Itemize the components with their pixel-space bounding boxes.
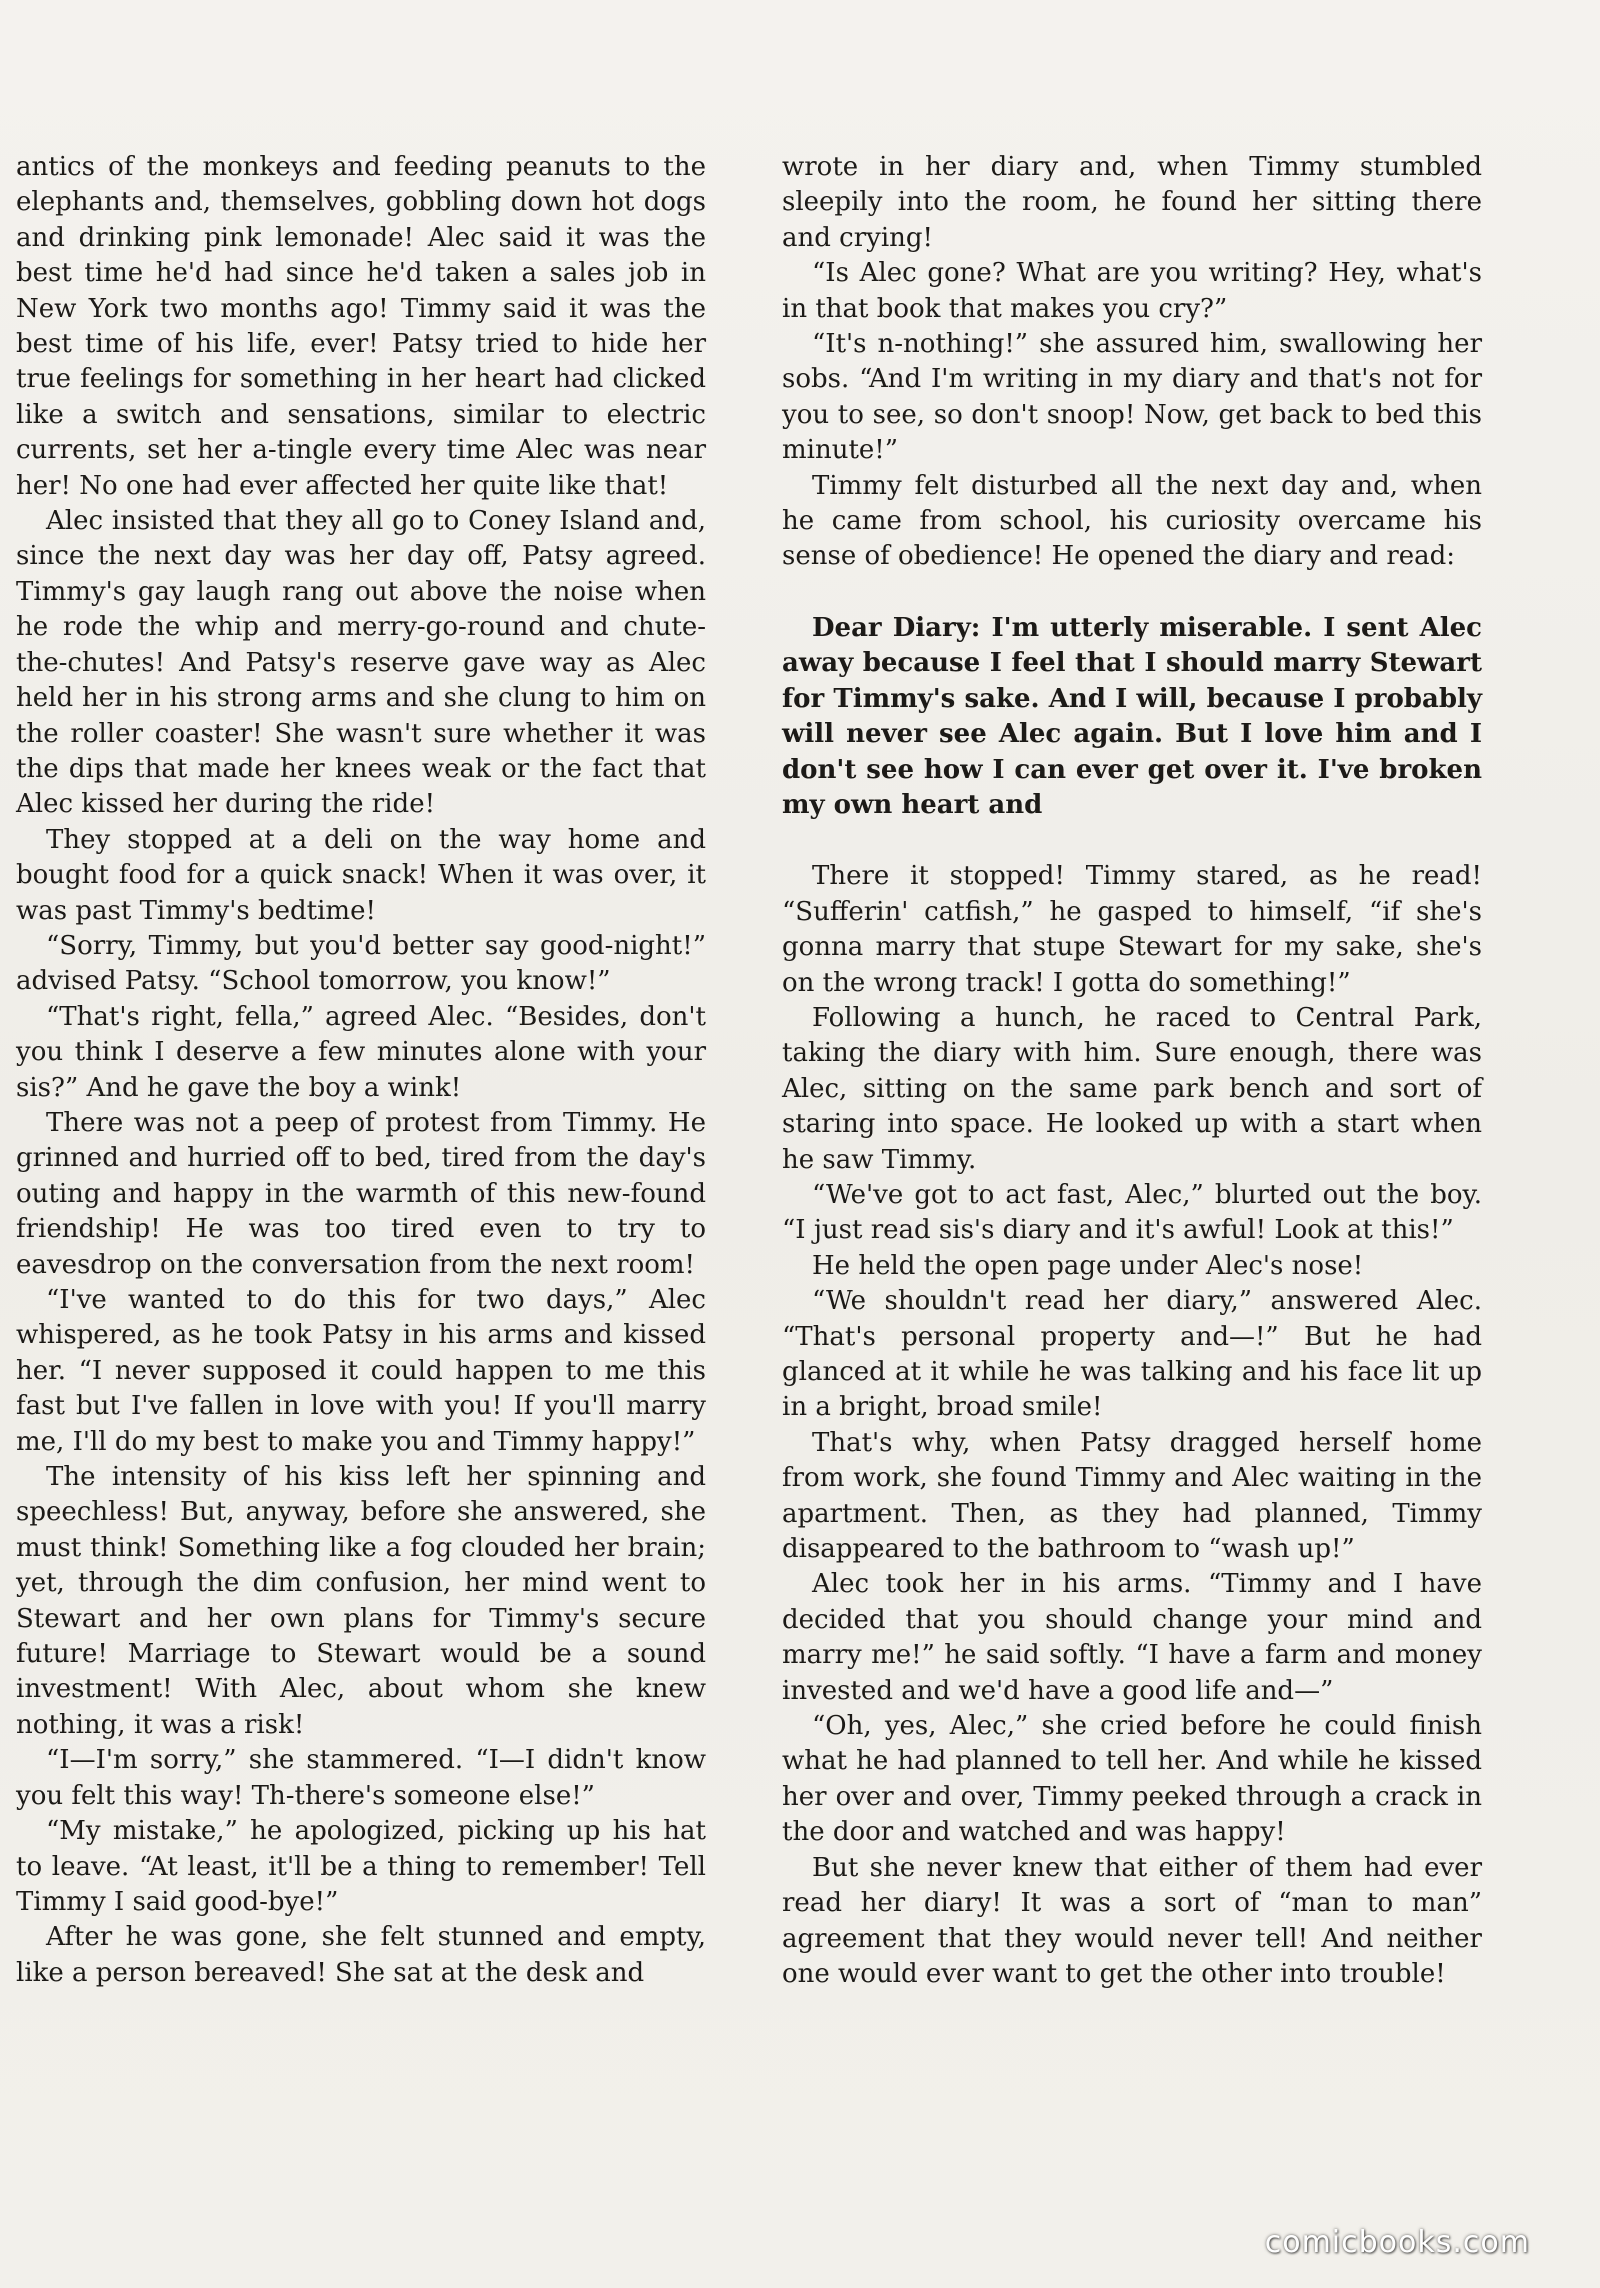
story-paragraph: He held the open page under Alec's nose! — [812, 1250, 1364, 1281]
story-paragraph: Timmy felt disturbed all the next day and, when he came from school, his curiosity overcame his sense of obedience! He opened the diary and read: — [782, 470, 1482, 572]
story-paragraph: They stopped at a deli on the way home and bought food for a quick snack! When it was over, it was past Timmy's bedtime! — [16, 824, 706, 926]
story-paragraph: antics of the monkeys and feeding peanuts to the elephants and, themselves, gobbling down hot dogs and drinking pink lemonade! Alec said it was the best time he'd had since he'd taken a sales job in New York two months ago! Timmy said it was the best time of his life, ever! Patsy tried to hide her true feelings for something in her heart had clicked like a switch and sensations, similar to electric currents, set her a-tingle every time Alec was near her! No one had ever affected her quite like that! — [16, 152, 706, 501]
story-paragraph: There was not a peep of protest from Timmy. He grinned and hurried off to bed, tired from the day's outing and happy in the warmth of this new-found friendship! He was too tired even to try to eavesdrop on the conversation from the next room! — [16, 1107, 706, 1280]
story-paragraph: “Oh, yes, Alec,” she cried before he could finish what he had planned to tell her. And while he kissed her over and over, Timmy peeked through a crack in the door and watched and was happy! — [782, 1711, 1482, 1848]
story-paragraph: After he was gone, she felt stunned and empty, like a person bereaved! She sat at the desk and — [16, 1922, 706, 1988]
story-paragraph: “It's n-nothing!” she assured him, swallowing her sobs. “And I'm writing in my diary and that's not for you to see, so don't snoop! Now, get back to bed this minute!” — [782, 329, 1482, 466]
story-paragraph: There it stopped! Timmy stared, as he read! “Sufferin' catfish,” he gasped to himself, “if she's gonna marry that stupe Stewart for my sake, she's on the wrong track! I gotta do something!” — [782, 861, 1482, 998]
story-paragraph: “We've got to act fast, Alec,” blurted out the boy. “I just read sis's diary and it's awful! Look at this!” — [782, 1179, 1482, 1246]
story-paragraph: wrote in her diary and, when Timmy stumbled sleepily into the room, he found her sitting there and crying! — [782, 152, 1482, 253]
story-paragraph: That's why, when Patsy dragged herself home from work, she found Timmy and Alec waiting in the apartment. Then, as they had planned, Timmy disappeared to the bathroom to “wash up!” — [782, 1427, 1482, 1565]
right-text-column — [782, 150, 1482, 1992]
site-watermark: comicbooks.com — [1264, 2225, 1530, 2260]
story-paragraph: “Sorry, Timmy, but you'd better say good-night!” advised Patsy. “School tomorrow, you know!” — [16, 930, 706, 997]
left-text-column — [16, 150, 706, 1991]
story-paragraph: “I've wanted to do this for two days,” Alec whispered, as he took Patsy in his arms and kissed her. “I never supposed it could happen to me this fast but I've fallen in love with you! If you'll marry me, I'll do my best to make you and Timmy happy!” — [16, 1285, 706, 1457]
story-paragraph: Following a hunch, he raced to Central Park, taking the diary with him. Sure enough, there was Alec, sitting on the same park bench and sort of staring into space. He looked up with a start when he saw Timmy. — [782, 1002, 1482, 1175]
story-paragraph: Alec insisted that they all go to Coney Island and, since the next day was her day off, Patsy agreed. Timmy's gay laugh rang out above the noise when he rode the whip and merry-go-round and chute-the-chutes! And Patsy's reserve gave way as Alec held her in his strong arms and she clung to him on the roller coaster! She wasn't sure whether it was the dips that made her knees weak or the fact that Alec kissed her during the ride! — [16, 506, 706, 820]
story-paragraph: The intensity of his kiss left her spinning and speechless! But, anyway, before she answered, she must think! Something like a fog clouded her brain; yet, through the dim confusion, her mind went to Stewart and her own plans for Timmy's secure future! Marriage to Stewart would be a sound investment! With Alec, about whom she knew nothing, it was a risk! — [16, 1462, 706, 1740]
story-paragraph: But she never knew that either of them had ever read her diary! It was a sort of “man to man” agreement that they would never tell! And neither one would ever want to get the other into trouble! — [782, 1852, 1482, 1989]
story-paragraph: “My mistake,” he apologized, picking up his hat to leave. “At least, it'll be a thing to remember! Tell Timmy I said good-bye!” — [16, 1816, 706, 1917]
story-paragraph: “That's right, fella,” agreed Alec. “Besides, don't you think I deserve a few minutes alone with your sis?” And he gave the boy a wink! — [16, 1001, 706, 1103]
story-paragraph: “We shouldn't read her diary,” answered Alec. “That's personal property and—!” But he had glanced at it while he was talking and his face lit up in a bright, broad smile! — [782, 1286, 1482, 1423]
story-paragraph: “Is Alec gone? What are you writing? Hey, what's in that book that makes you cry?” — [782, 258, 1482, 324]
story-paragraph: Alec took her in his arms. “Timmy and I have decided that you should change your mind and marry me!” he said softly. “I have a farm and money invested and we'd have a good life and—” — [782, 1569, 1482, 1706]
story-paragraph: “I—I'm sorry,” she stammered. “I—I didn't know you felt this way! Th-there's someone else!” — [16, 1745, 706, 1811]
diary-entry: Dear Diary: I'm utterly miserable. I sent Alec away because I feel that I should marry Stewart for Timmy's sake. And I will, because I probably will never see Alec again. But I love him and I don't see how I can ever get over it. I've broken my own heart and — [782, 612, 1482, 820]
